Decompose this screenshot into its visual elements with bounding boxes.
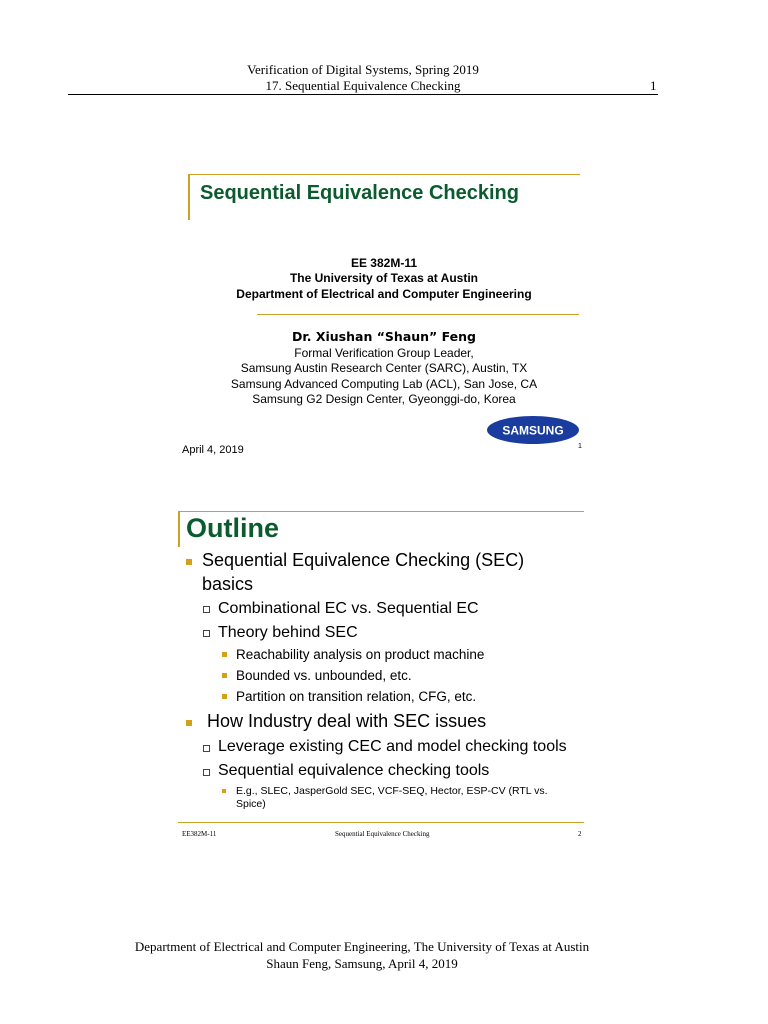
affiliation-line: Samsung Advanced Computing Lab (ACL), San Jose, CA — [230, 377, 538, 391]
affiliation-line: Samsung G2 Design Center, Gyeonggi-do, Korea — [252, 392, 516, 406]
header-page-number: 1 — [650, 78, 657, 93]
footer-author-date: Shaun Feng, Samsung, April 4, 2019 — [266, 956, 458, 971]
header-course-title: Verification of Digital Systems, Spring 2019 — [247, 62, 479, 77]
bullet-square-icon — [186, 559, 192, 565]
hollow-square-bullet-icon — [203, 745, 210, 752]
bullet-square-icon — [222, 694, 227, 699]
outline-item-continuation: basics — [202, 574, 254, 594]
slide2-title: Outline — [186, 513, 279, 543]
slide2-footer-course: EE382M-11 — [182, 830, 217, 838]
outline-subsubitem-continuation: Spice) — [236, 798, 266, 810]
outline-subitem: Combinational EC vs. Sequential EC — [218, 600, 479, 617]
footer-department: Department of Electrical and Computer Engineering, The University of Texas at Austin — [134, 939, 590, 954]
slide1-divider — [257, 314, 579, 315]
outline-subitem: Theory behind SEC — [218, 624, 358, 641]
affiliation-line: Formal Verification Group Leader, — [294, 346, 474, 360]
hollow-square-bullet-icon — [203, 769, 210, 776]
bullet-square-icon — [186, 720, 192, 726]
affiliation-line: Samsung Austin Research Center (SARC), Austin, TX — [240, 361, 528, 375]
hollow-square-bullet-icon — [203, 606, 210, 613]
course-code: EE 382M-11 — [350, 256, 418, 270]
header-lecture-title: 17. Sequential Equivalence Checking — [265, 78, 461, 93]
university-name: The University of Texas at Austin — [289, 271, 479, 285]
slide1-number: 1 — [578, 443, 582, 450]
slide1-title: Sequential Equivalence Checking — [200, 182, 519, 204]
slide2-footer-title: Sequential Equivalence Checking — [335, 830, 430, 838]
outline-subsubitem: E.g., SLEC, JasperGold SEC, VCF-SEQ, Hector, ESP-CV (RTL vs. — [236, 785, 548, 797]
slide1-title-frame-top — [188, 174, 580, 175]
outline-subsubitem: Reachability analysis on product machine — [236, 647, 485, 662]
bullet-square-icon — [222, 789, 226, 793]
slide1-date: April 4, 2019 — [182, 444, 244, 456]
header-rule — [68, 94, 658, 95]
slide2-title-frame-left — [178, 511, 180, 547]
slide2-footer-number: 2 — [578, 830, 582, 838]
hollow-square-bullet-icon — [203, 630, 210, 637]
slide2-title-frame-top — [178, 511, 584, 512]
bullet-square-icon — [222, 673, 227, 678]
bullet-square-icon — [222, 652, 227, 657]
outline-subsubitem: Partition on transition relation, CFG, etc. — [236, 689, 477, 704]
outline-subitem: Leverage existing CEC and model checking tools — [218, 738, 567, 755]
samsung-logo-text: SAMSUNG — [502, 423, 564, 438]
samsung-logo — [486, 415, 580, 445]
outline-subsubitem: Bounded vs. unbounded, etc. — [236, 668, 412, 683]
outline-subitem: Sequential equivalence checking tools — [218, 762, 490, 779]
outline-item: How Industry deal with SEC issues — [207, 711, 487, 731]
author-name: Dr. Xiushan “Shaun” Feng — [292, 329, 476, 344]
outline-item: Sequential Equivalence Checking (SEC) — [202, 550, 525, 570]
slide2-footer-rule — [178, 822, 584, 823]
department-name: Department of Electrical and Computer Engineering — [236, 287, 532, 301]
slide1-title-frame-left — [188, 174, 190, 220]
